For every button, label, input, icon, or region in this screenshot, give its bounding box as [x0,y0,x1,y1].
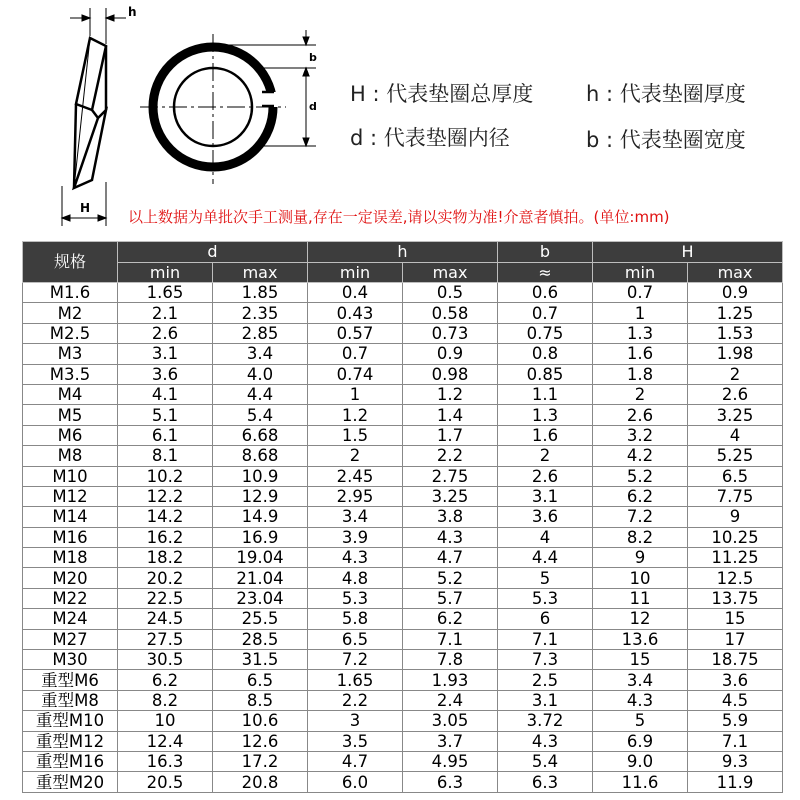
header-H-max: max [688,263,783,283]
cell-d-min: 16.3 [118,751,213,771]
cell-H-min: 9 [593,548,688,568]
measurement-note: 以上数据为单批次手工测量,存在一定误差,请以实物为准!介意者慎拍。(单位:mm) [128,208,670,226]
table-row [23,670,783,690]
cell-H-min: 0.7 [593,283,688,303]
cell-h-max: 7.8 [403,650,498,670]
cell-b-approx: 5.3 [498,588,593,608]
cell-spec: M1.6 [23,283,118,303]
cell-h-max: 6.3 [403,772,498,792]
cell-H-max: 13.75 [688,588,783,608]
cell-h-max: 6.2 [403,609,498,629]
cell-b-approx: 6.3 [498,772,593,792]
table-row [23,629,783,649]
cell-H-min: 15 [593,650,688,670]
cell-spec: M2.5 [23,323,118,343]
cell-d-max: 23.04 [213,588,308,608]
cell-b-approx: 7.1 [498,629,593,649]
cell-h-min: 2.45 [308,466,403,486]
cell-h-min: 5.3 [308,588,403,608]
cell-H-max: 1.98 [688,344,783,364]
cell-d-max: 4.4 [213,384,308,404]
cell-h-min: 3.4 [308,507,403,527]
washer-front-view [140,34,286,184]
cell-h-min: 2.95 [308,486,403,506]
cell-H-max: 6.5 [688,466,783,486]
cell-spec: M10 [23,466,118,486]
cell-H-max: 5.9 [688,711,783,731]
cell-d-min: 3.1 [118,344,213,364]
table-row [23,303,783,323]
cell-spec: M27 [23,629,118,649]
cell-h-max: 3.8 [403,507,498,527]
cell-d-min: 24.5 [118,609,213,629]
cell-h-min: 0.43 [308,303,403,323]
cell-h-min: 1.2 [308,405,403,425]
cell-h-min: 7.2 [308,650,403,670]
cell-d-max: 8.68 [213,446,308,466]
cell-h-max: 2.2 [403,446,498,466]
cell-H-max: 9 [688,507,783,527]
cell-b-approx: 2 [498,446,593,466]
cell-h-min: 2 [308,446,403,466]
cell-h-max: 1.4 [403,405,498,425]
cell-d-max: 19.04 [213,548,308,568]
cell-H-min: 4.3 [593,690,688,710]
cell-H-min: 12 [593,609,688,629]
cell-h-max: 0.58 [403,303,498,323]
cell-h-min: 1.5 [308,425,403,445]
cell-spec: 重型M10 [23,711,118,731]
cell-d-min: 12.2 [118,486,213,506]
cell-spec: M16 [23,527,118,547]
table-row [23,711,783,731]
cell-spec: M8 [23,446,118,466]
table-row [23,466,783,486]
cell-b-approx: 3.1 [498,690,593,710]
cell-h-max: 2.75 [403,466,498,486]
header-group-h: h [308,242,498,263]
cell-h-max: 5.2 [403,568,498,588]
table-row [23,527,783,547]
cell-H-min: 6.2 [593,486,688,506]
cell-H-min: 1.6 [593,344,688,364]
cell-d-min: 22.5 [118,588,213,608]
cell-h-min: 0.74 [308,364,403,384]
cell-H-min: 9.0 [593,751,688,771]
cell-H-min: 13.6 [593,629,688,649]
cell-b-approx: 3.1 [498,486,593,506]
cell-h-max: 5.7 [403,588,498,608]
cell-spec: 重型M8 [23,690,118,710]
cell-spec: M18 [23,548,118,568]
cell-d-max: 6.5 [213,670,308,690]
cell-d-min: 8.1 [118,446,213,466]
cell-H-max: 7.1 [688,731,783,751]
header-h-min: min [308,263,403,283]
cell-H-min: 8.2 [593,527,688,547]
cell-h-min: 1 [308,384,403,404]
cell-h-max: 1.93 [403,670,498,690]
cell-H-max: 10.25 [688,527,783,547]
table-row [23,384,783,404]
cell-b-approx: 2.5 [498,670,593,690]
cell-H-max: 7.75 [688,486,783,506]
cell-d-max: 3.4 [213,344,308,364]
header-group-d: d [118,242,308,263]
cell-h-min: 3.9 [308,527,403,547]
cell-H-min: 1 [593,303,688,323]
dim-label-h: h [128,5,137,19]
legend-b: b : 代表垫圈宽度 [586,128,746,152]
table-row [23,772,783,792]
cell-H-min: 5.2 [593,466,688,486]
table-row [23,609,783,629]
table-row [23,323,783,343]
cell-b-approx: 1.6 [498,425,593,445]
cell-spec: M5 [23,405,118,425]
cell-spec: M30 [23,650,118,670]
cell-h-min: 3 [308,711,403,731]
cell-H-max: 2 [688,364,783,384]
cell-H-max: 4.5 [688,690,783,710]
cell-d-max: 25.5 [213,609,308,629]
cell-b-approx: 0.6 [498,283,593,303]
dim-label-d: d [309,100,317,113]
table-row [23,751,783,771]
cell-d-min: 14.2 [118,507,213,527]
table-row [23,650,783,670]
cell-H-max: 9.3 [688,751,783,771]
cell-h-max: 0.5 [403,283,498,303]
cell-d-min: 10 [118,711,213,731]
cell-H-max: 1.25 [688,303,783,323]
cell-H-max: 1.53 [688,323,783,343]
header-group-b: b [498,242,593,263]
cell-H-max: 0.9 [688,283,783,303]
cell-b-approx: 3.6 [498,507,593,527]
cell-H-max: 3.6 [688,670,783,690]
cell-d-max: 21.04 [213,568,308,588]
cell-d-max: 2.85 [213,323,308,343]
cell-spec: M6 [23,425,118,445]
cell-H-max: 11.9 [688,772,783,792]
cell-spec: M2 [23,303,118,323]
header-d-min: min [118,263,213,283]
cell-h-min: 1.65 [308,670,403,690]
cell-d-max: 6.68 [213,425,308,445]
cell-b-approx: 4 [498,527,593,547]
legend-h: h : 代表垫圈厚度 [586,82,746,106]
cell-h-max: 3.05 [403,711,498,731]
cell-h-max: 4.95 [403,751,498,771]
cell-h-max: 7.1 [403,629,498,649]
table-row [23,548,783,568]
cell-b-approx: 0.7 [498,303,593,323]
cell-h-max: 2.4 [403,690,498,710]
cell-b-approx: 2.6 [498,466,593,486]
cell-d-max: 12.6 [213,731,308,751]
cell-h-max: 1.2 [403,384,498,404]
cell-H-min: 7.2 [593,507,688,527]
header-spec: 规格 [23,242,118,283]
cell-h-min: 4.7 [308,751,403,771]
cell-d-min: 20.2 [118,568,213,588]
cell-h-max: 4.3 [403,527,498,547]
cell-spec: M4 [23,384,118,404]
cell-d-min: 30.5 [118,650,213,670]
cell-b-approx: 5 [498,568,593,588]
header-group-H: H [593,242,783,263]
cell-d-min: 16.2 [118,527,213,547]
table-row [23,344,783,364]
cell-d-max: 31.5 [213,650,308,670]
cell-b-approx: 6 [498,609,593,629]
table-row [23,486,783,506]
cell-H-min: 11 [593,588,688,608]
cell-h-max: 1.7 [403,425,498,445]
cell-spec: 重型M6 [23,670,118,690]
cell-d-max: 10.9 [213,466,308,486]
cell-d-min: 6.1 [118,425,213,445]
cell-spec: 重型M20 [23,772,118,792]
cell-H-max: 17 [688,629,783,649]
cell-h-min: 0.57 [308,323,403,343]
cell-H-max: 5.25 [688,446,783,466]
cell-d-max: 17.2 [213,751,308,771]
cell-h-min: 6.5 [308,629,403,649]
table-row [23,283,783,303]
cell-H-min: 2.6 [593,405,688,425]
cell-spec: M24 [23,609,118,629]
cell-h-max: 3.7 [403,731,498,751]
cell-spec: M22 [23,588,118,608]
washer-side-view [74,38,106,188]
cell-H-min: 3.4 [593,670,688,690]
table-row [23,507,783,527]
cell-h-max: 0.9 [403,344,498,364]
cell-H-min: 1.3 [593,323,688,343]
spec-table [22,241,783,793]
cell-H-min: 1.8 [593,364,688,384]
cell-d-min: 4.1 [118,384,213,404]
cell-h-min: 0.4 [308,283,403,303]
cell-b-approx: 0.75 [498,323,593,343]
cell-spec: M12 [23,486,118,506]
cell-H-min: 10 [593,568,688,588]
header-h-max: max [403,263,498,283]
cell-spec: M3 [23,344,118,364]
dim-h [70,8,126,44]
cell-b-approx: 5.4 [498,751,593,771]
cell-h-max: 4.7 [403,548,498,568]
cell-b-approx: 4.3 [498,731,593,751]
cell-H-max: 2.6 [688,384,783,404]
legend-d: d : 代表垫圈内径 [350,126,510,150]
cell-d-max: 16.9 [213,527,308,547]
dim-label-H: H [80,201,91,215]
cell-d-min: 2.1 [118,303,213,323]
cell-h-min: 0.7 [308,344,403,364]
cell-H-max: 12.5 [688,568,783,588]
cell-d-max: 28.5 [213,629,308,649]
table-row [23,588,783,608]
cell-d-min: 10.2 [118,466,213,486]
cell-h-max: 0.98 [403,364,498,384]
cell-d-min: 3.6 [118,364,213,384]
table-row [23,731,783,751]
header-H-min: min [593,263,688,283]
cell-H-max: 4 [688,425,783,445]
table-row [23,405,783,425]
cell-b-approx: 4.4 [498,548,593,568]
cell-d-min: 12.4 [118,731,213,751]
cell-d-max: 5.4 [213,405,308,425]
cell-d-max: 1.85 [213,283,308,303]
table-row [23,690,783,710]
cell-H-max: 15 [688,609,783,629]
cell-b-approx: 1.1 [498,384,593,404]
cell-H-max: 11.25 [688,548,783,568]
cell-spec: 重型M16 [23,751,118,771]
cell-b-approx: 0.85 [498,364,593,384]
cell-d-min: 8.2 [118,690,213,710]
cell-h-min: 3.5 [308,731,403,751]
cell-H-min: 3.2 [593,425,688,445]
dim-label-b: b [309,51,317,64]
cell-h-max: 0.73 [403,323,498,343]
cell-H-min: 4.2 [593,446,688,466]
cell-H-min: 11.6 [593,772,688,792]
cell-h-min: 6.0 [308,772,403,792]
cell-H-max: 18.75 [688,650,783,670]
table-row [23,446,783,466]
legend-H: H : 代表垫圈总厚度 [350,82,534,106]
cell-d-max: 2.35 [213,303,308,323]
cell-b-approx: 3.72 [498,711,593,731]
cell-h-min: 5.8 [308,609,403,629]
header-d-max: max [213,263,308,283]
cell-spec: 重型M12 [23,731,118,751]
cell-d-min: 6.2 [118,670,213,690]
cell-h-min: 4.3 [308,548,403,568]
cell-d-max: 12.9 [213,486,308,506]
cell-d-max: 4.0 [213,364,308,384]
cell-d-min: 20.5 [118,772,213,792]
cell-b-approx: 1.3 [498,405,593,425]
cell-d-min: 5.1 [118,405,213,425]
cell-spec: M20 [23,568,118,588]
table-row [23,425,783,445]
cell-d-max: 10.6 [213,711,308,731]
cell-d-min: 2.6 [118,323,213,343]
cell-spec: M3.5 [23,364,118,384]
cell-d-min: 27.5 [118,629,213,649]
cell-h-min: 2.2 [308,690,403,710]
washer-drawing [0,0,800,240]
header-b-approx: ≈ [498,263,593,283]
cell-h-max: 3.25 [403,486,498,506]
cell-d-min: 18.2 [118,548,213,568]
table-row [23,568,783,588]
cell-b-approx: 7.3 [498,650,593,670]
cell-spec: M14 [23,507,118,527]
cell-H-max: 3.25 [688,405,783,425]
table-row [23,364,783,384]
cell-d-max: 20.8 [213,772,308,792]
cell-H-min: 5 [593,711,688,731]
cell-h-min: 4.8 [308,568,403,588]
cell-d-max: 8.5 [213,690,308,710]
cell-H-min: 6.9 [593,731,688,751]
cell-H-min: 2 [593,384,688,404]
table-body [23,283,783,793]
cell-d-max: 14.9 [213,507,308,527]
cell-d-min: 1.65 [118,283,213,303]
cell-b-approx: 0.8 [498,344,593,364]
